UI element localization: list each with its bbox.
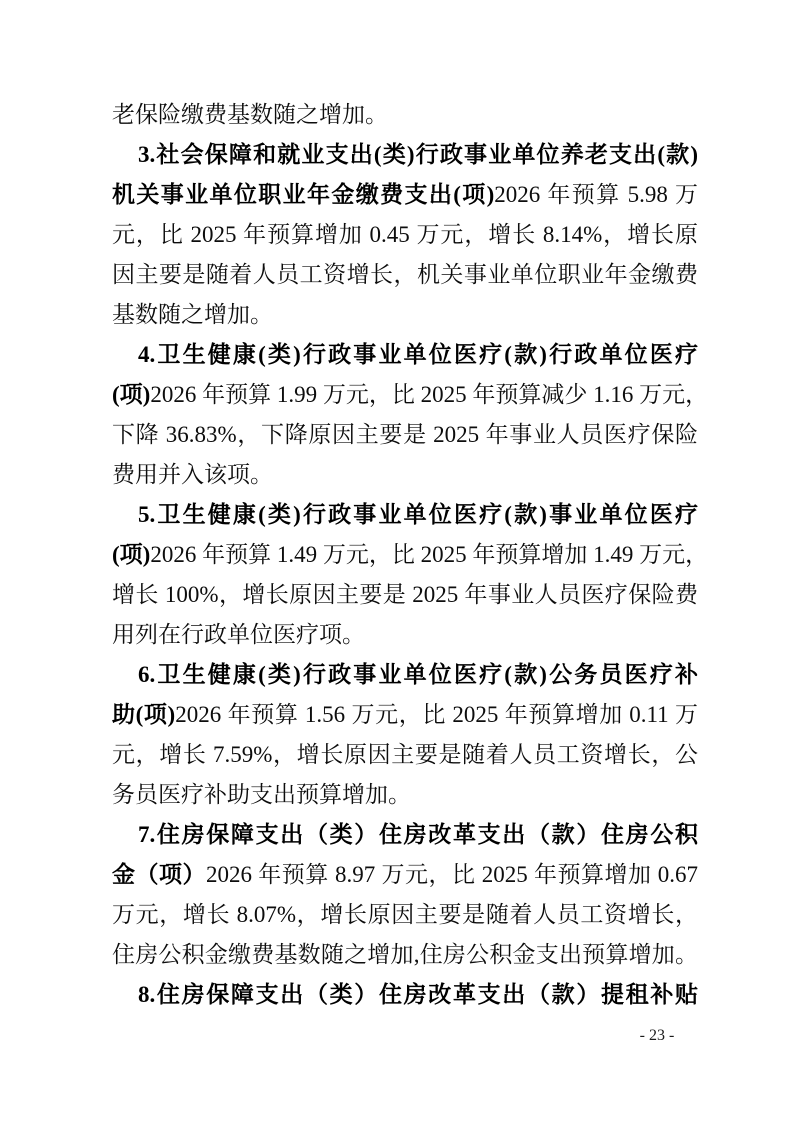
text-line: 增长 100%，增长原因主要是 2025 年事业人员医疗保险费 [112, 582, 698, 607]
text-line: 金（项）2026 年预算 8.97 万元，比 2025 年预算增加 0.67 [112, 862, 698, 887]
text-line: (项)2026 年预算 1.99 万元，比 2025 年预算减少 1.16 万元， [112, 382, 709, 407]
text-line: 住房公积金缴费基数随之增加,住房公积金支出预算增加。 [112, 942, 698, 967]
heading-text: 机关事业单位职业年金缴费支出(项) [112, 182, 495, 207]
page-number: - 23 - [639, 1027, 675, 1044]
text-line: 务员医疗补助支出预算增加。 [112, 782, 411, 807]
text-line: 机关事业单位职业年金缴费支出(项)2026 年预算 5.98 万 [112, 182, 698, 207]
text-line [112, 975, 698, 1015]
text-line: 助(项)2026 年预算 1.56 万元，比 2025 年预算增加 0.11 万 [112, 702, 698, 727]
text-line: 用列在行政单位医疗项。 [112, 622, 365, 647]
text-line: (项)2026 年预算 1.49 万元，比 2025 年预算增加 1.49 万元， [112, 542, 709, 567]
text-line: 元，增长 7.59%，增长原因主要是随着人员工资增长，公 [112, 742, 698, 767]
heading-text: (项) [112, 382, 151, 407]
text-line: 基数随之增加。 [112, 302, 273, 327]
text-line [112, 655, 698, 695]
heading-text: 3.社会保障和就业支出(类)行政事业单位养老支出(款) [138, 142, 698, 167]
text-line [112, 135, 698, 175]
heading-text: 4.卫生健康(类)行政事业单位医疗(款)行政单位医疗 [138, 342, 698, 367]
text-block [112, 95, 709, 1015]
heading-text: 7.住房保障支出（类）住房改革支出（款）住房公积 [138, 822, 698, 847]
text-line: 下降 36.83%，下降原因主要是 2025 年事业人员医疗保险 [112, 422, 698, 447]
text-line [112, 335, 698, 375]
text-line: 老保险缴费基数随之增加。 [112, 102, 388, 127]
text-line [112, 495, 698, 535]
heading-text: 8.住房保障支出（类）住房改革支出（款）提租补贴 [138, 982, 698, 1007]
text-line [112, 815, 698, 855]
heading-text: 助(项) [112, 702, 176, 727]
text-line: 因主要是随着人员工资增长，机关事业单位职业年金缴费 [112, 262, 698, 287]
heading-text: 金（项） [112, 862, 206, 887]
text-line: 费用并入该项。 [112, 462, 273, 487]
heading-text: (项) [112, 542, 151, 567]
heading-text: 6.卫生健康(类)行政事业单位医疗(款)公务员医疗补 [138, 662, 698, 687]
text-line: 元，比 2025 年预算增加 0.45 万元，增长 8.14%，增长原 [112, 222, 698, 247]
text-line: 万元，增长 8.07%，增长原因主要是随着人员工资增长， [112, 902, 698, 927]
heading-text: 5.卫生健康(类)行政事业单位医疗(款)事业单位医疗 [138, 502, 698, 527]
